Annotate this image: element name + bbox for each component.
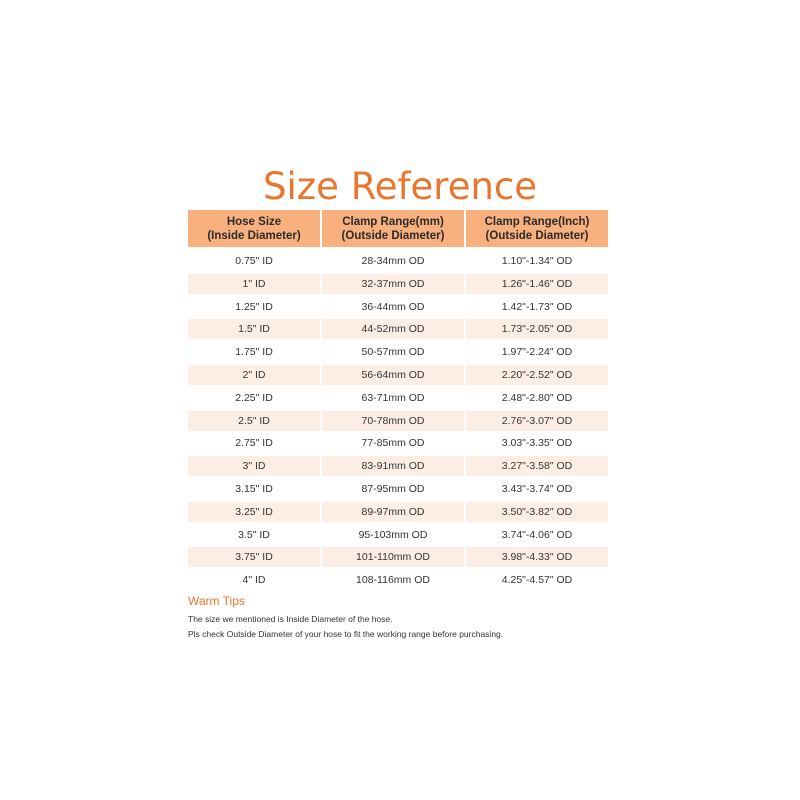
header-hose-size	[188, 210, 320, 247]
header-hose-size-line1: Hose Size	[226, 215, 282, 228]
table-row	[188, 274, 608, 294]
header-clamp-range-mm	[322, 210, 464, 247]
page-title: Size Reference	[262, 165, 538, 208]
cell-clamp-range-mm: 32-37mm OD	[322, 274, 464, 294]
cell-hose-size: 1.5" ID	[188, 319, 320, 339]
header-clamp-range-mm-line1: Clamp Range(mm)	[342, 215, 444, 228]
table-row	[188, 319, 608, 339]
cell-clamp-range-inch: 1.26"-1.46" OD	[466, 274, 608, 294]
table-row	[188, 365, 608, 385]
cell-clamp-range-mm: 83-91mm OD	[322, 456, 464, 476]
cell-clamp-range-inch: 2.20"-2.52" OD	[466, 365, 608, 385]
cell-clamp-range-inch: 1.97"-2.24" OD	[501, 346, 573, 359]
cell-clamp-range-inch: 1.73"-2.05" OD	[466, 319, 608, 339]
table-row	[188, 411, 608, 431]
table-row	[188, 388, 608, 408]
cell-clamp-range-inch: 1.42"-1.73" OD	[501, 300, 573, 313]
table-row	[188, 547, 608, 567]
cell-hose-size: 1" ID	[188, 274, 320, 294]
table-row	[188, 433, 608, 453]
table-row	[188, 570, 608, 590]
cell-clamp-range-mm: 28-34mm OD	[361, 255, 425, 267]
cell-clamp-range-inch: 1.10"-1.34" OD	[501, 255, 573, 267]
cell-clamp-range-mm: 108-116mm OD	[356, 574, 430, 587]
cell-clamp-range-inch: 3.03"-3.35" OD	[501, 437, 573, 450]
cell-hose-size: 3" ID	[188, 456, 320, 476]
cell-clamp-range-inch: 3.98"-4.33" OD	[466, 547, 608, 567]
header-clamp-range-inch-line2: (Outside Diameter)	[485, 229, 589, 242]
table-row	[188, 502, 608, 522]
header-clamp-range-mm-line2: (Outside Diameter)	[341, 229, 445, 242]
cell-hose-size: 1.75" ID	[235, 346, 273, 359]
cell-clamp-range-mm: 50-57mm OD	[361, 346, 425, 359]
table-header-row	[188, 210, 608, 247]
cell-clamp-range-mm: 63-71mm OD	[361, 391, 425, 404]
cell-clamp-range-inch: 2.76"-3.07" OD	[466, 411, 608, 431]
table-row	[188, 342, 608, 362]
cell-clamp-range-mm: 77-85mm OD	[361, 437, 425, 450]
table-row	[188, 456, 608, 476]
cell-clamp-range-mm: 36-44mm OD	[361, 300, 425, 313]
table-body	[188, 251, 608, 590]
cell-clamp-range-mm: 101-110mm OD	[322, 547, 464, 567]
table-row	[188, 479, 608, 499]
cell-clamp-range-inch: 4.25"-4.57" OD	[501, 574, 573, 587]
header-hose-size-line2: (Inside Diameter)	[207, 229, 301, 242]
cell-clamp-range-inch: 2.48"-2.80" OD	[501, 391, 573, 404]
cell-hose-size: 2" ID	[188, 365, 320, 385]
cell-clamp-range-inch: 3.27"-3.58" OD	[466, 456, 608, 476]
table-row	[188, 525, 608, 545]
warm-tips-title: Warm Tips	[188, 594, 245, 608]
cell-hose-size: 4" ID	[242, 574, 266, 587]
warm-tips-line-2: Pls check Outside Diameter of your hose to fit the working range before purchasing.	[188, 629, 504, 639]
cell-clamp-range-mm: 87-95mm OD	[361, 482, 425, 495]
table-row	[188, 251, 608, 271]
cell-hose-size: 3.5" ID	[238, 528, 270, 541]
cell-clamp-range-inch: 3.74"-4.06" OD	[501, 528, 573, 541]
cell-clamp-range-mm: 89-97mm OD	[322, 502, 464, 522]
cell-hose-size: 2.25" ID	[235, 391, 273, 404]
cell-clamp-range-mm: 56-64mm OD	[322, 365, 464, 385]
cell-hose-size: 0.75" ID	[235, 255, 273, 267]
header-clamp-range-inch	[466, 210, 608, 247]
cell-hose-size: 1.25" ID	[235, 300, 273, 313]
cell-clamp-range-inch: 3.50"-3.82" OD	[466, 502, 608, 522]
cell-clamp-range-mm: 70-78mm OD	[322, 411, 464, 431]
cell-clamp-range-mm: 44-52mm OD	[322, 319, 464, 339]
cell-clamp-range-inch: 3.43"-3.74" OD	[501, 482, 573, 495]
table-row	[188, 297, 608, 317]
cell-hose-size: 2.5" ID	[188, 411, 320, 431]
cell-clamp-range-mm: 95-103mm OD	[358, 528, 428, 541]
cell-hose-size: 2.75" ID	[235, 437, 273, 450]
header-clamp-range-inch-line1: Clamp Range(Inch)	[484, 215, 590, 228]
size-table	[188, 210, 608, 593]
warm-tips-line-1: The size we mentioned is Inside Diameter of the hose.	[188, 614, 393, 624]
cell-hose-size: 3.25" ID	[188, 502, 320, 522]
cell-hose-size: 3.75" ID	[188, 547, 320, 567]
cell-hose-size: 3.15" ID	[235, 482, 273, 495]
